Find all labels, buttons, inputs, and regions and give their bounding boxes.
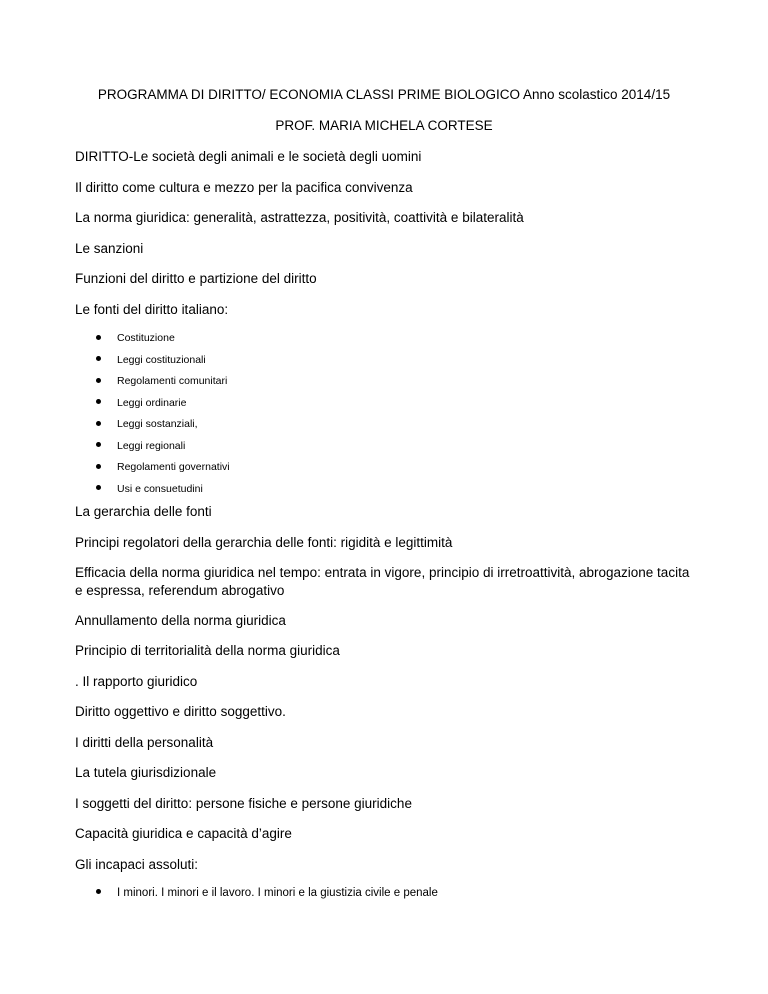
topic-line: I soggetti del diritto: persone fisiche e persone giuridiche: [75, 795, 412, 811]
bullet-icon: [96, 889, 101, 894]
source-list-item: [96, 331, 175, 345]
topic-line: Le fonti del diritto italiano:: [75, 301, 229, 317]
topic-line: Principio di territorialità della norma giuridica: [75, 643, 340, 658]
source-list-item: [96, 417, 198, 431]
source-list-item: [96, 482, 203, 496]
topic-line: Il diritto come cultura e mezzo per la pacifica convivenza: [75, 179, 413, 195]
bullet-icon: [96, 464, 101, 469]
topic-line: Principi regolatori della gerarchia delle fonti: rigidità e legittimità: [75, 534, 453, 550]
topic-line: Capacità giuridica e capacità d’agire: [75, 826, 292, 841]
topic-line: La gerarchia delle fonti: [75, 504, 212, 519]
source-label: Regolamenti governativi: [117, 461, 230, 473]
topic-line: I diritti della personalità: [75, 734, 214, 750]
topic-line: La norma giuridica: generalità, astrattezza, positività, coattività e bilateralità: [75, 210, 524, 225]
bullet-icon: [96, 378, 101, 383]
incapaci-list-item: [96, 886, 438, 900]
bullet-icon: [96, 356, 101, 361]
bullet-icon: [96, 399, 101, 404]
topic-line: La tutela giurisdizionale: [75, 765, 217, 780]
topic-line: Diritto oggettivo e diritto soggettivo.: [75, 704, 286, 719]
source-label: Regolamenti comunitari: [117, 375, 228, 387]
source-label: Leggi costituzionali: [117, 353, 206, 366]
source-label: Leggi regionali: [117, 439, 186, 452]
topic-line: Funzioni del diritto e partizione del diritto: [75, 271, 317, 286]
source-list-item: [96, 396, 186, 410]
bullet-icon: [96, 421, 101, 426]
topic-line: Gli incapaci assoluti:: [75, 856, 199, 872]
source-label: Usi e consuetudini: [117, 482, 203, 495]
source-label: Leggi ordinarie: [117, 396, 187, 409]
source-label: Leggi sostanziali,: [117, 418, 198, 430]
source-label: Costituzione: [117, 332, 175, 344]
bullet-icon: [96, 485, 101, 490]
topic-line: Efficacia della norma giuridica nel tempo: entrata in vigore, principio di irretroattività, abrogazione tacita e espressa, referendum abrogativo: [75, 565, 690, 598]
topic-line: . Il rapporto giuridico: [75, 673, 198, 689]
source-list-item: [96, 460, 230, 474]
source-list-item: [96, 439, 185, 453]
topic-line: DIRITTO-Le società degli animali e le società degli uomini: [75, 149, 422, 164]
bullet-icon: [96, 442, 101, 447]
incapaci-label: I minori. I minori e il lavoro. I minori e la giustizia civile e penale: [117, 887, 438, 899]
document-title: PROGRAMMA DI DIRITTO/ ECONOMIA CLASSI PRIME BIOLOGICO Anno scolastico 2014/15: [97, 87, 671, 102]
bullet-icon: [96, 335, 101, 340]
teacher-name: PROF. MARIA MICHELA CORTESE: [275, 118, 493, 133]
source-list-item: [96, 353, 206, 367]
topic-line: Annullamento della norma giuridica: [75, 612, 286, 628]
source-list-item: [96, 374, 227, 388]
topic-line: Le sanzioni: [75, 240, 144, 256]
